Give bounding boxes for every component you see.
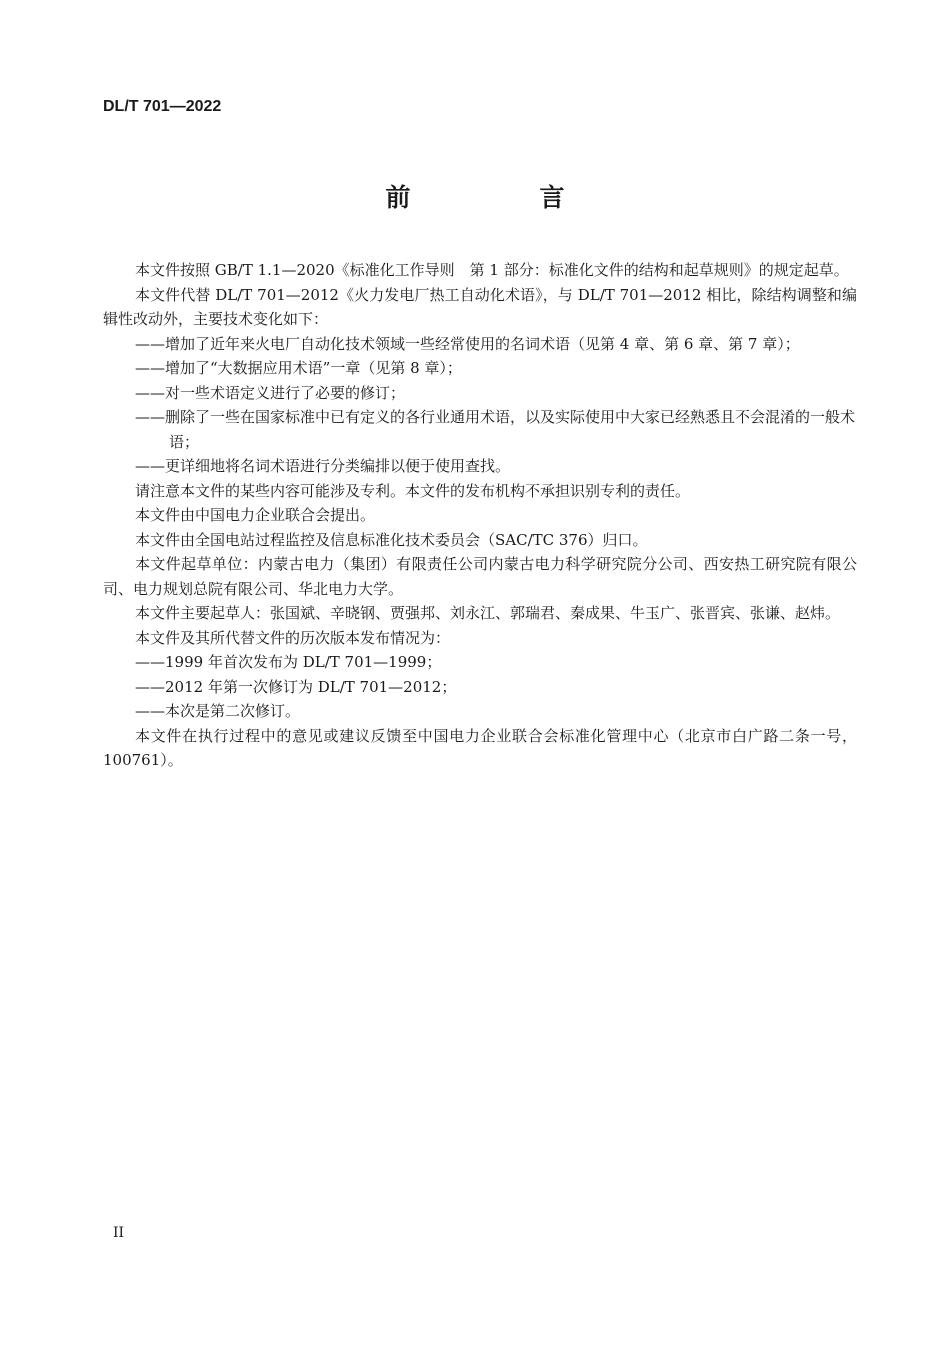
change-item: ——更详细地将名词术语进行分类编排以便于使用查找。 — [135, 457, 511, 475]
history-item: ——本次是第二次修订。 — [135, 702, 301, 720]
history-item: ——2012 年第一次修订为 DL/T 701—2012； — [135, 677, 457, 696]
foreword-body — [103, 258, 857, 773]
paragraph-feedback: 本文件在执行过程中的意见或建议反馈至中国电力企业联合会标准化管理中心（北京市白广路二条一号，100761）。 — [103, 726, 857, 769]
change-item: ——增加了“大数据应用术语”一章（见第 8 章）； — [135, 359, 462, 377]
page-title: 前 言 — [385, 183, 617, 212]
paragraph-history-intro: 本文件及其所代替文件的历次版本发布情况为： — [135, 628, 451, 647]
paragraph-replacement: 本文件代替 DL/T 701—2012《火力发电厂热工自动化术语》，与 DL/T 701—2012 相比，除结构调整和编辑性改动外，主要技术变化如下： — [103, 285, 857, 328]
history-item: ——1999 年首次发布为 DL/T 701—1999； — [135, 653, 442, 671]
change-item: ——对一些术语定义进行了必要的修订； — [135, 383, 406, 402]
paragraph-proposer: 本文件由中国电力企业联合会提出。 — [135, 506, 376, 524]
paragraph-committee: 本文件由全国电站过程监控及信息标准化技术委员会（SAC/TC 376）归口。 — [135, 530, 648, 549]
paragraph-drafting-units: 本文件起草单位：内蒙古电力（集团）有限责任公司内蒙古电力科学研究院分公司、西安热工研究院有限公司、电力规划总院有限公司、华北电力大学。 — [103, 555, 857, 598]
standard-code: DL/T 701—2022 — [103, 98, 222, 115]
page-number: II — [113, 1225, 125, 1241]
paragraph-drafters: 本文件主要起草人：张国斌、辛晓钢、贾强邦、刘永江、郭瑞君、秦成果、牛玉广、张晋宾、张谦、赵炜。 — [135, 604, 841, 622]
change-item: ——删除了一些在国家标准中已有定义的各行业通用术语，以及实际使用中大家已经熟悉且不会混淆的一般术语； — [135, 408, 856, 451]
paragraph-patent-notice: 请注意本文件的某些内容可能涉及专利。本文件的发布机构不承担识别专利的责任。 — [135, 481, 691, 500]
change-item: ——增加了近年来火电厂自动化技术领域一些经常使用的名词术语（见第 4 章、第 6 章、第 7 章）； — [135, 334, 800, 353]
paragraph-drafting-rules: 本文件按照 GB/T 1.1—2020《标准化工作导则 第 1 部分：标准化文件的结构和起草规则》的规定起草。 — [135, 261, 849, 279]
